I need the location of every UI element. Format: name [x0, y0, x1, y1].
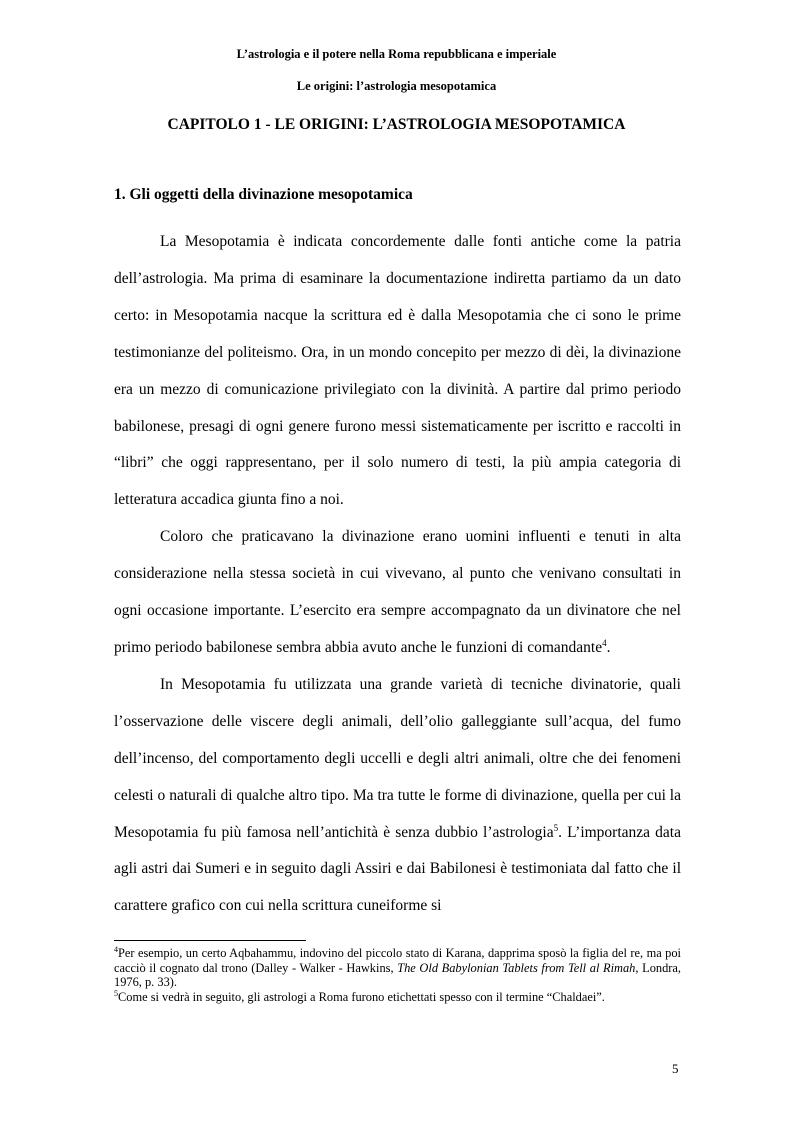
footnote-4-text-b: , Londra, 1976, p. 33). [114, 960, 682, 989]
paragraph-1: La Mesopotamia è indicata concordemente dalle fonti antiche come la patria dell’astrologia. Ma prima di esaminare la documentazione indiretta partiamo da un dato certo: in Mesopotamia nacque la scrittura ed è dalla Mesopotamia che ci sono le prime testimonianze del politeismo. Ora, in un mondo concepito per mezzo di dèi, la divinazione era un mezzo di comunicazione privilegiato con la divinità. A partire dal primo periodo babilonese, presagi di ogni genere furono messi sistematicamente per iscritto e raccolti in “libri” che oggi rappresentano, per il solo numero di testi, la più ampia categoria di letteratura accadica giunta fino a noi. [114, 233, 681, 509]
footnote-ref-4[interactable]: 4 [602, 637, 607, 648]
footnote-separator [114, 940, 306, 941]
paragraph-2-text: Coloro che praticavano la divinazione erano uomini influenti e tenuti in alta considerazione nella stessa società in cui vivevano, al punto che venivano consultati in ogni occasione importante. L’esercito era sempre accompagnato da un divinatore che nel primo periodo babilonese sembra abbia avuto anche le funzioni di comandante [114, 528, 681, 656]
footnote-ref-5[interactable]: 5 [553, 822, 559, 833]
paragraph-3 [114, 667, 681, 925]
footnote-5-text: Come si vedrà in seguito, gli astrologi a Roma furono etichettati spesso con il termine “Chaldaei”. [118, 989, 605, 1004]
footnote-4-mark: 4 [114, 945, 118, 954]
footnote-5 [114, 990, 681, 1005]
section-heading: 1. Gli oggetti della divinazione mesopotamica [114, 186, 413, 203]
paragraph-2 [114, 519, 681, 667]
footnote-4-book-title: The Old Babylonian Tablets from Tell al Rimah [397, 960, 636, 975]
footnote-4 [114, 946, 681, 990]
running-header-chapter: Le origini: l’astrologia mesopotamica [296, 79, 497, 93]
paragraph-3-text-b: . L’importanza data agli astri dai Sumeri e in seguito dagli Assiri e dai Babilonesi è testimoniata dal fatto che il carattere grafico con cui nella scrittura cuneiforme si [114, 823, 681, 915]
page-number: 5 [672, 1061, 679, 1076]
paragraph-3-text-a: In Mesopotamia fu utilizzata una grande varietà di tecniche divinatorie, quali l’osservazione delle viscere degli animali, dell’olio galleggiante sull’acqua, del fumo dell’incenso, del comportamento degli uccelli e degli altri animali, oltre che dei fenomeni celesti o naturali di qualche altro tipo. Ma tra tutte le forme di divinazione, quella per cui la Mesopotamia fu più famosa nell’antichità è senza dubbio l’astrologia [114, 675, 681, 841]
body-text [114, 224, 681, 925]
footnotes [114, 946, 681, 1004]
footnote-5-mark: 5 [114, 988, 118, 998]
running-header-title: L’astrologia e il potere nella Roma repubblicana e imperiale [236, 47, 557, 61]
paragraph-2-end: . [606, 638, 611, 656]
footnote-4-text-a: Per esempio, un certo Aqbahammu, indovino del piccolo stato di Karana, dapprima sposò la figlia del re, ma poi cacciò il cognato dal trono (Dalley - Walker - Hawkins, [114, 946, 681, 975]
chapter-title: CAPITOLO 1 - LE ORIGINI: L’ASTROLOGIA MESOPOTAMICA [167, 116, 626, 133]
